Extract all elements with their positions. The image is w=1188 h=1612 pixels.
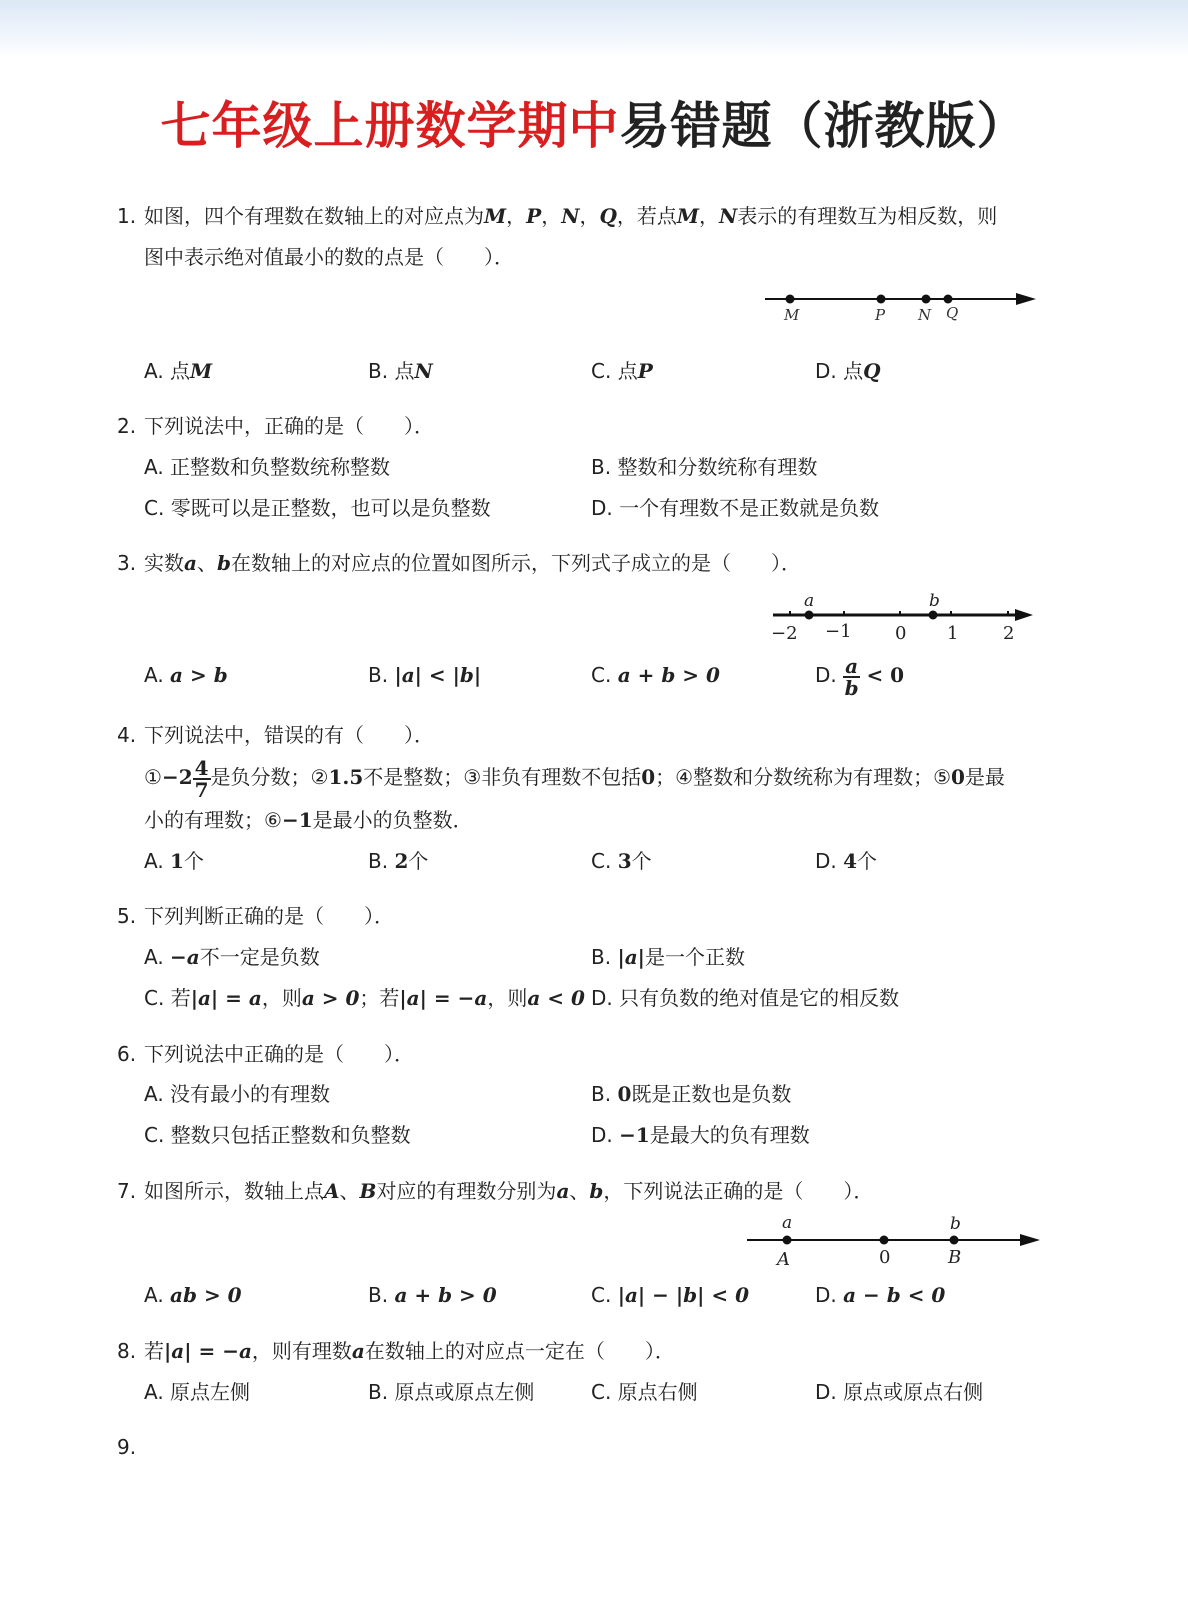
- question-stem: 下列说法中，正确的是（ ）．: [144, 414, 434, 438]
- option-d[interactable]: D. −1是最大的负有理数: [591, 1123, 810, 1147]
- question-stem: 下列说法中，错误的有（ ）．: [144, 723, 434, 747]
- tick-label: 2: [1003, 623, 1015, 644]
- option-d[interactable]: D. $\frac{a}{b}$ < 0: [815, 653, 905, 700]
- question-number: 2.: [117, 414, 137, 438]
- option-b[interactable]: B. |a|是一个正数: [591, 945, 745, 969]
- question-stem: 若|a| = −a，则有理数a在数轴上的对应点一定在（ ）．: [144, 1339, 675, 1363]
- option-a[interactable]: A. 1个: [144, 849, 204, 873]
- statement-line-2: 小的有理数；⑥−1是最小的负整数．: [144, 808, 473, 832]
- number-line-figure: [760, 285, 1040, 330]
- title-red-part: 七年级上册数学期中: [160, 96, 620, 155]
- label-A: A: [777, 1249, 790, 1270]
- question-number: 1.: [117, 204, 137, 228]
- option-c[interactable]: C. 零既可以是正整数，也可以是负整数: [144, 496, 491, 520]
- option-d[interactable]: D. 一个有理数不是正数就是负数: [591, 496, 880, 520]
- option-d[interactable]: D. 只有负数的绝对值是它的相反数: [591, 986, 900, 1010]
- question-number: 9.: [117, 1435, 137, 1459]
- option-c[interactable]: C. 原点右侧: [591, 1380, 698, 1404]
- option-b[interactable]: B. 整数和分数统称有理数: [591, 455, 818, 479]
- number-line-figure: [765, 588, 1040, 648]
- option-a[interactable]: A. ab > 0: [144, 1283, 242, 1307]
- label-zero: 0: [879, 1247, 891, 1268]
- number-line-figure: [742, 1210, 1042, 1272]
- option-c[interactable]: C. 整数只包括正整数和负整数: [144, 1123, 411, 1147]
- label-q: Q: [946, 304, 959, 322]
- tick-label: −2: [771, 623, 798, 644]
- label-p: P: [875, 306, 886, 324]
- point-q: [944, 295, 953, 304]
- label-a: a: [804, 591, 815, 611]
- option-a[interactable]: A. a > b: [144, 663, 228, 687]
- option-c[interactable]: C. 3个: [591, 849, 652, 873]
- header-band: [0, 0, 1188, 58]
- question-number: 3.: [117, 551, 137, 575]
- label-n: N: [918, 306, 932, 324]
- label-a: a: [782, 1213, 793, 1233]
- point-b: [929, 611, 938, 620]
- point-b: [950, 1236, 959, 1245]
- question-stem: 如图所示，数轴上点A、B对应的有理数分别为a、b，下列说法正确的是（ ）．: [144, 1179, 874, 1203]
- question-number: 5.: [117, 904, 137, 928]
- option-a[interactable]: A. −a不一定是负数: [144, 945, 320, 969]
- question-stem: 如图，四个有理数在数轴上的对应点为M，P，N，Q，若点M，N表示的有理数互为相反数，则: [144, 204, 998, 228]
- option-d[interactable]: D. 4个: [815, 849, 878, 873]
- question-stem: 下列说法中正确的是（ ）．: [144, 1042, 414, 1066]
- question-stem-line2: 图中表示绝对值最小的数的点是（ ）．: [144, 245, 514, 269]
- option-a[interactable]: A. 点M: [144, 359, 213, 383]
- question-stem: 下列判断正确的是（ ）．: [144, 904, 394, 928]
- point-a: [783, 1236, 792, 1245]
- question-number: 4.: [117, 723, 137, 747]
- option-b[interactable]: B. 2个: [368, 849, 429, 873]
- page-title: [0, 86, 1188, 158]
- option-c[interactable]: C. a + b > 0: [591, 663, 720, 687]
- option-a[interactable]: A. 正整数和负整数统称整数: [144, 455, 391, 479]
- label-b: b: [950, 1214, 961, 1234]
- option-b[interactable]: B. 原点或原点左侧: [368, 1380, 535, 1404]
- point-n: [922, 295, 931, 304]
- question-number: 7.: [117, 1179, 137, 1203]
- tick-label: −1: [825, 621, 852, 642]
- label-B: B: [948, 1247, 962, 1268]
- option-b[interactable]: B. |a| < |b|: [368, 663, 482, 687]
- option-c[interactable]: C. 点P: [591, 359, 653, 383]
- option-b[interactable]: B. 点N: [368, 359, 433, 383]
- option-a[interactable]: A. 没有最小的有理数: [144, 1082, 331, 1106]
- option-d[interactable]: D. 原点或原点右侧: [815, 1380, 984, 1404]
- label-b: b: [929, 591, 940, 611]
- option-d[interactable]: D. a − b < 0: [815, 1283, 946, 1307]
- point-m: [786, 295, 795, 304]
- point-p: [877, 295, 886, 304]
- option-c[interactable]: C. |a| − |b| < 0: [591, 1283, 750, 1307]
- statement-line-1: ①−2 $\frac{4}{7}$ 是负分数；②1.5不是整数；③非负有理数不包括0；④整数和分数统称为有理数；⑤0是最: [144, 755, 1005, 802]
- option-d[interactable]: D. 点Q: [815, 359, 881, 383]
- fraction: $\frac{4}{7}$: [194, 755, 209, 802]
- point-a: [805, 611, 814, 620]
- question-number: 6.: [117, 1042, 137, 1066]
- label-m: M: [784, 306, 800, 324]
- option-c[interactable]: C. 若|a| = a，则a > 0；若|a| = −a，则a < 0: [144, 986, 585, 1010]
- point-zero: [880, 1236, 889, 1245]
- tick-label: 1: [947, 623, 959, 644]
- fraction: $\frac{a}{b}$: [844, 653, 859, 700]
- question-number: 8.: [117, 1339, 137, 1363]
- option-a[interactable]: A. 原点左侧: [144, 1380, 251, 1404]
- option-b[interactable]: B. a + b > 0: [368, 1283, 497, 1307]
- question-stem: 实数a、b在数轴上的对应点的位置如图所示，下列式子成立的是（ ）．: [144, 551, 801, 575]
- tick-label: 0: [895, 623, 907, 644]
- option-b[interactable]: B. 0既是正数也是负数: [591, 1082, 792, 1106]
- title-black-part: 易错题（浙教版）: [619, 96, 1028, 155]
